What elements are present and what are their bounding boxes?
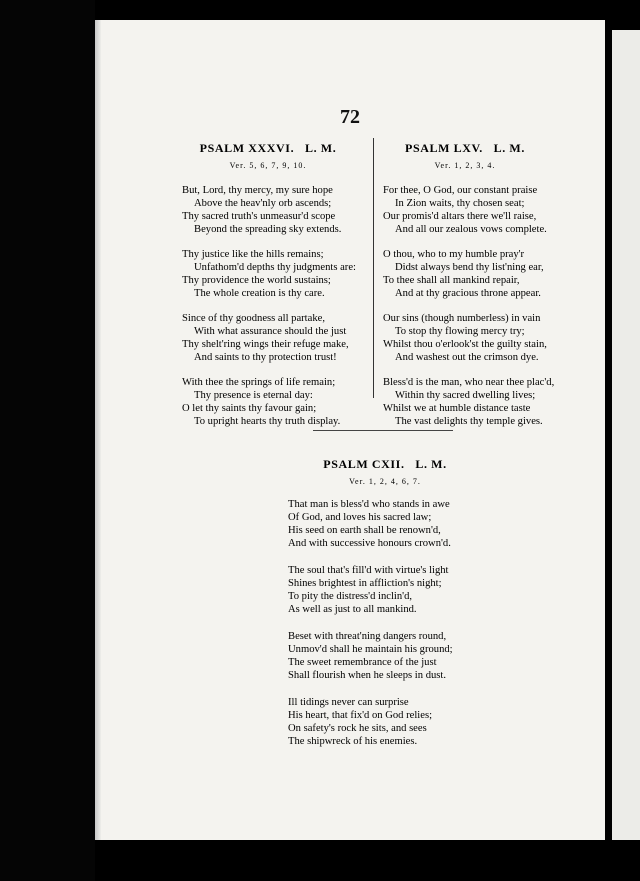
verse-line: With thee the springs of life remain; [182, 377, 336, 388]
verse-line: Our promis'd altars there we'll raise, [383, 211, 537, 222]
verse-references: Ver. 1, 2, 4, 6, 7. [349, 477, 421, 486]
verse-line: On safety's rock he sits, and sees [288, 723, 427, 734]
verse-line: And at thy gracious throne appear. [395, 288, 541, 299]
verse-line: The whole creation is thy care. [194, 288, 325, 299]
verse-line: To upright hearts thy truth display. [194, 416, 341, 427]
stanza [383, 248, 583, 300]
column-divider [373, 138, 374, 398]
verse-line: To pity the distress'd inclin'd, [288, 591, 413, 602]
psalm-title [385, 140, 545, 156]
psalm-meter: L. M. [415, 457, 447, 471]
verse-references: Ver. 1, 2, 3, 4. [434, 161, 496, 170]
verse-line: Didst always bend thy list'ning ear, [395, 262, 544, 273]
verse-line: O thou, who to my humble pray'r [383, 249, 525, 260]
verse-line: Beyond the spreading sky extends. [194, 224, 342, 235]
verse-line: Of God, and loves his sacred law; [288, 512, 432, 523]
adjacent-page-edge [612, 30, 640, 840]
verse-line: And all our zealous vows complete. [395, 224, 547, 235]
verse-line: Ill tidings never can surprise [288, 697, 409, 708]
verse-line: As well as just to all mankind. [288, 604, 417, 615]
stanza [182, 184, 372, 236]
stanza [288, 696, 508, 748]
scan-left-margin [0, 0, 95, 881]
verse-line: Unfathom'd depths thy judgments are: [194, 262, 356, 273]
verse-line: Thy shelt'ring wings their refuge make, [182, 339, 349, 350]
verse-line: And with successive honours crown'd. [288, 538, 451, 549]
stanza [288, 564, 508, 616]
verse-line: Whilst we at humble distance taste [383, 403, 531, 414]
psalm-xxxvi [183, 140, 353, 172]
psalm-title [300, 456, 470, 472]
psalm-lxv-text [383, 172, 583, 428]
psalm-number: PSALM XXXVI. [199, 141, 295, 155]
verse-line: To stop thy flowing mercy try; [395, 326, 525, 337]
stanza [383, 312, 583, 364]
verse-line: Shines brightest in affliction's night; [288, 578, 442, 589]
verse-line: Thy presence is eternal day: [194, 390, 313, 401]
verse-line: And washest out the crimson dye. [395, 352, 539, 363]
verse-line: Whilst thou o'erlook'st the guilty stain, [383, 339, 547, 350]
verse-line: With what assurance should the just [194, 326, 347, 337]
verse-line: Bless'd is the man, who near thee plac'd, [383, 377, 555, 388]
verse-line: His heart, that fix'd on God relies; [288, 710, 433, 721]
verse-line: Thy justice like the hills remains; [182, 249, 324, 260]
stanza [383, 376, 583, 428]
verse-line: That man is bless'd who stands in awe [288, 499, 450, 510]
psalm-lxv [385, 140, 545, 172]
verse-line: Shall flourish when he sleeps in dust. [288, 670, 447, 681]
verse-line: The vast delights thy temple gives. [395, 416, 543, 427]
verse-line: But, Lord, thy mercy, my sure hope [182, 185, 333, 196]
verse-line: Within thy sacred dwelling lives; [395, 390, 536, 401]
verse-line: The sweet remembrance of the just [288, 657, 437, 668]
stanza [288, 630, 508, 682]
psalm-meter: L. M. [493, 141, 525, 155]
page-gutter-shadow [95, 20, 101, 840]
verse-line: The soul that's fill'd with virtue's light [288, 565, 449, 576]
verse-line: The shipwreck of his enemies. [288, 736, 418, 747]
verse-references: Ver. 5, 6, 7, 9, 10. [229, 161, 307, 170]
verse-line: For thee, O God, our constant praise [383, 185, 538, 196]
psalm-title [183, 140, 353, 156]
verse-line: Beset with threat'ning dangers round, [288, 631, 447, 642]
verse-line: Since of thy goodness all partake, [182, 313, 325, 324]
stanza [182, 376, 372, 428]
psalm-cxii-text [288, 486, 508, 748]
verse-line: O let thy saints thy favour gain; [182, 403, 317, 414]
psalm-number: PSALM LXV. [405, 141, 483, 155]
psalm-number: PSALM CXII. [323, 457, 405, 471]
stanza [288, 498, 508, 550]
verse-line: Thy providence the world sustains; [182, 275, 331, 286]
verse-line: And saints to thy protection trust! [194, 352, 337, 363]
verse-line: His seed on earth shall be renown'd, [288, 525, 441, 536]
stanza [383, 184, 583, 236]
verse-line: Unmov'd shall he maintain his ground; [288, 644, 453, 655]
verse-line: Above the heav'nly orb ascends; [194, 198, 332, 209]
page-number: 72 [340, 106, 360, 128]
stanza [182, 312, 372, 364]
verse-line: In Zion waits, thy chosen seat; [395, 198, 525, 209]
verse-line: Thy sacred truth's unmeasur'd scope [182, 211, 336, 222]
verse-line: Our sins (though numberless) in vain [383, 313, 541, 324]
psalm-meter: L. M. [305, 141, 337, 155]
psalm-cxii [300, 456, 470, 488]
verse-line: To thee shall all mankind repair, [383, 275, 520, 286]
psalm-xxxvi-text [182, 172, 372, 428]
stanza [182, 248, 372, 300]
section-rule [313, 430, 453, 431]
scan-bottom-margin [95, 840, 605, 881]
